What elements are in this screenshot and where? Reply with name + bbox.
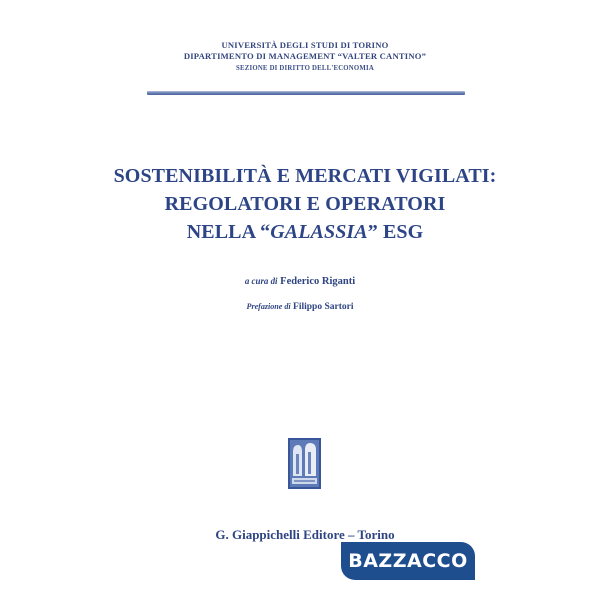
editor-credit xyxy=(150,276,450,287)
title-line-1: SOSTENIBILITÀ E MERCATI VIGILATI: xyxy=(113,165,497,187)
book-title xyxy=(100,162,510,246)
title-line-3-suffix: ” ESG xyxy=(367,221,424,243)
emblem-graphic-icon xyxy=(290,440,319,487)
department-name: DIPARTIMENTO DI MANAGEMENT “VALTER CANTINO” xyxy=(183,51,427,61)
publisher-name: G. Giappichelli Editore – Torino xyxy=(215,527,395,542)
header-divider xyxy=(147,91,465,95)
preface-name: Filippo Sartori xyxy=(293,302,354,312)
publisher-emblem-icon xyxy=(288,438,321,489)
university-name: UNIVERSITÀ DEGLI STUDI DI TORINO xyxy=(221,40,389,50)
bazzacco-badge: BAZZACCO xyxy=(341,542,475,580)
institution-header xyxy=(100,40,510,74)
editor-name: Federico Riganti xyxy=(280,276,356,287)
preface-credit xyxy=(150,302,450,312)
preface-prefix: Prefazione di xyxy=(246,302,291,311)
section-name: SEZIONE DI DIRITTO DELL'ECONOMIA xyxy=(236,65,374,72)
editor-prefix: a cura di xyxy=(244,276,278,286)
title-line-3-prefix: NELLA “ xyxy=(186,221,271,243)
title-line-3 xyxy=(100,218,510,246)
title-line-2: REGOLATORI E OPERATORI xyxy=(164,193,446,215)
title-line-3-italic: GALASSIA xyxy=(270,221,368,243)
